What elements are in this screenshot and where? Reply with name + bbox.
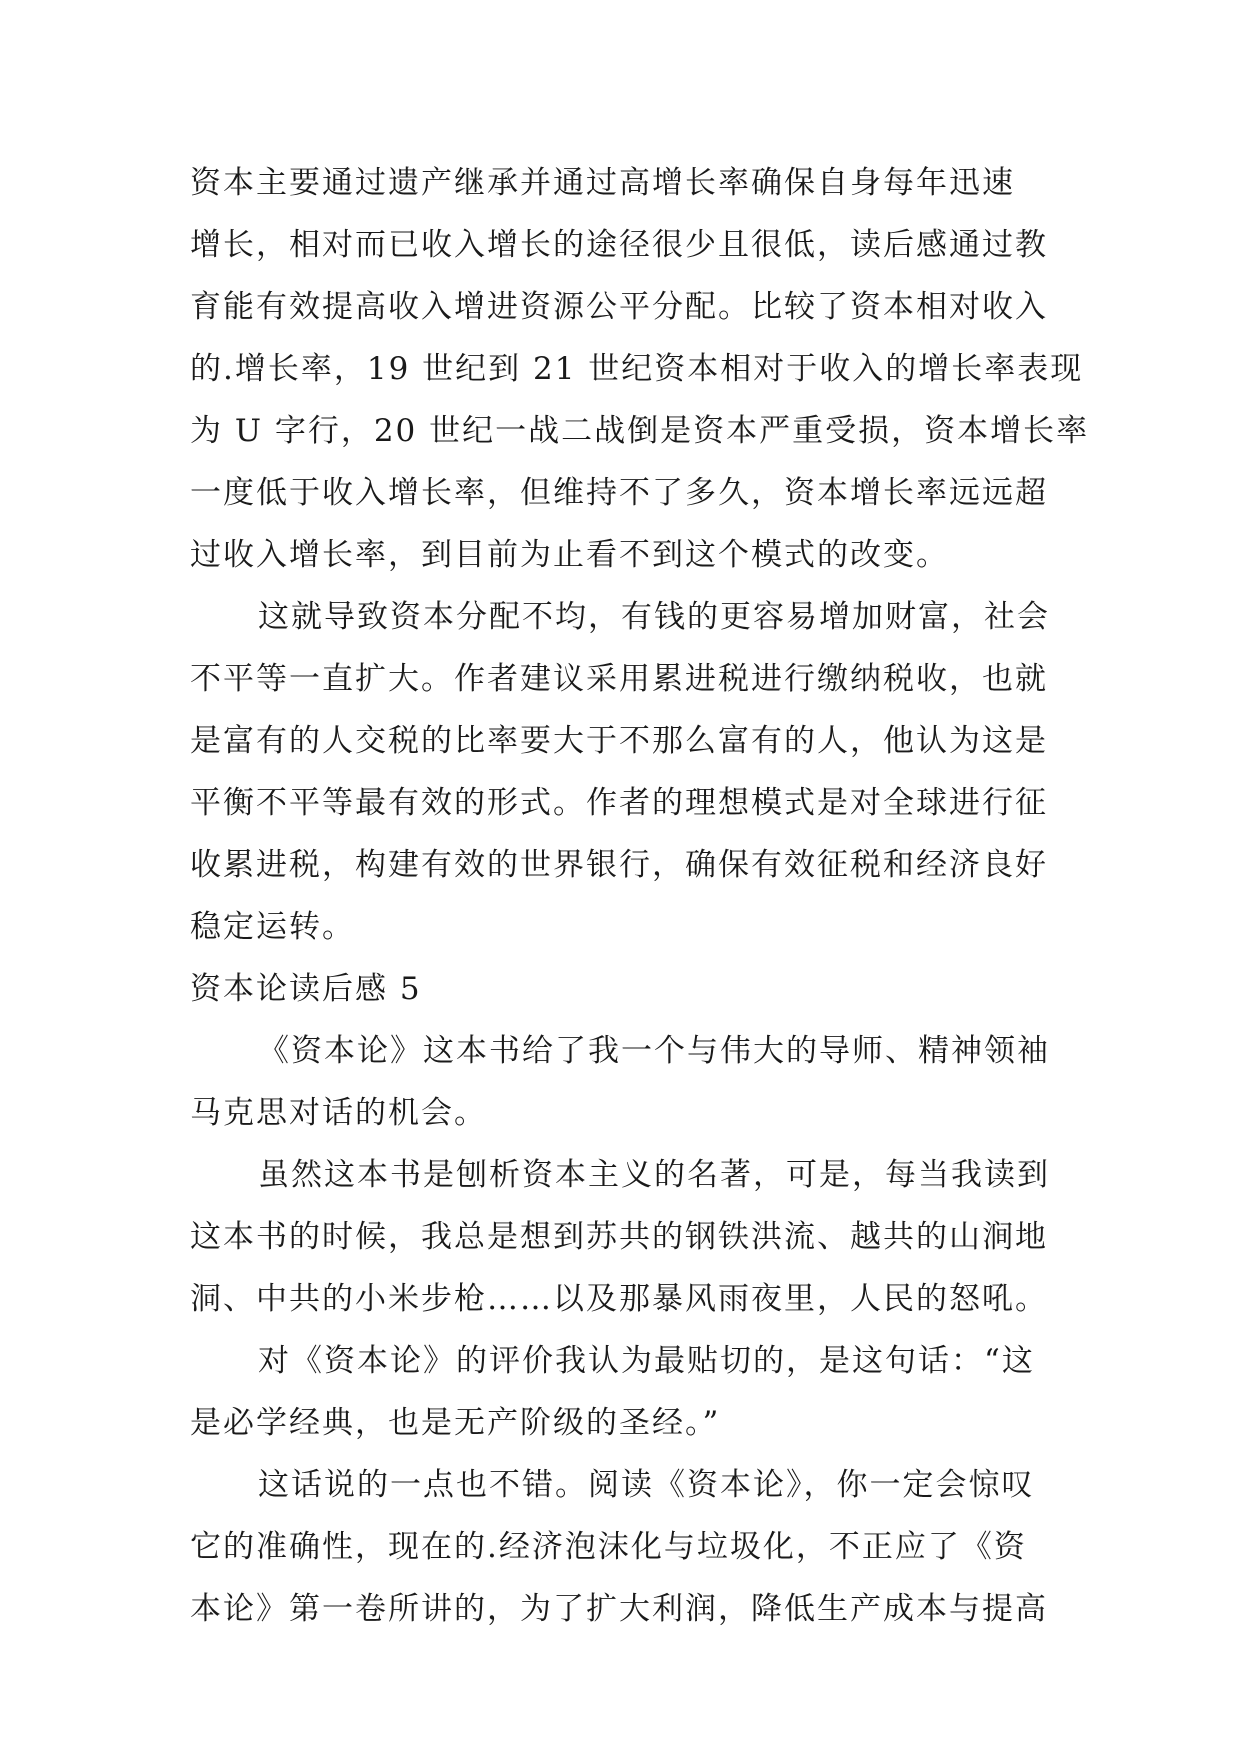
text-line: 本论》第一卷所讲的，为了扩大利润，降低生产成本与提高 [190,1591,1048,1627]
text-line: 稳定运转。 [190,909,355,945]
text-line: 洞、中共的小米步枪……以及那暴风雨夜里，人民的怒吼。 [190,1281,1048,1317]
paragraph-first-line: 这话说的一点也不错。阅读《资本论》，你一定会惊叹 [258,1467,1035,1503]
text-line: 一度低于收入增长率，但维持不了多久，资本增长率远远超 [190,475,1048,511]
text-line: 育能有效提高收入增进资源公平分配。比较了资本相对收入 [190,289,1048,325]
text-line: 增长，相对而已收入增长的途径很少且很低，读后感通过教 [190,227,1048,263]
text-line: 它的准确性，现在的.经济泡沫化与垃圾化，不正应了《资 [190,1529,1027,1565]
text-line: 为 U 字行，20 世纪一战二战倒是资本严重受损，资本增长率 [190,413,1090,449]
paragraph-first-line: 这就导致资本分配不均，有钱的更容易增加财富，社会 [258,599,1050,635]
paragraph-first-line: 虽然这本书是刨析资本主义的名著，可是，每当我读到 [258,1157,1050,1193]
paragraph-first-line: 《资本论》这本书给了我一个与伟大的导师、精神领袖 [258,1033,1050,1069]
text-line: 平衡不平等最有效的形式。作者的理想模式是对全球进行征 [190,785,1048,821]
paragraph-first-line: 对《资本论》的评价我认为最贴切的，是这句话：“这 [258,1343,1035,1379]
text-line: 这本书的时候，我总是想到苏共的钢铁洪流、越共的山涧地 [190,1219,1048,1255]
section-heading: 资本论读后感 5 [190,971,422,1007]
document-body [190,152,1090,1640]
text-line: 资本主要通过遗产继承并通过高增长率确保自身每年迅速 [190,165,1015,201]
text-line: 马克思对话的机会。 [190,1095,487,1131]
text-line: 是必学经典，也是无产阶级的圣经。” [190,1405,721,1441]
text-line: 过收入增长率，到目前为止看不到这个模式的改变。 [190,537,949,573]
text-line: 收累进税，构建有效的世界银行，确保有效征税和经济良好 [190,847,1048,883]
text-line: 不平等一直扩大。作者建议采用累进税进行缴纳税收，也就 [190,661,1048,697]
text-line: 的.增长率，19 世纪到 21 世纪资本相对于收入的增长率表现 [190,351,1084,387]
text-line: 是富有的人交税的比率要大于不那么富有的人，他认为这是 [190,723,1048,759]
